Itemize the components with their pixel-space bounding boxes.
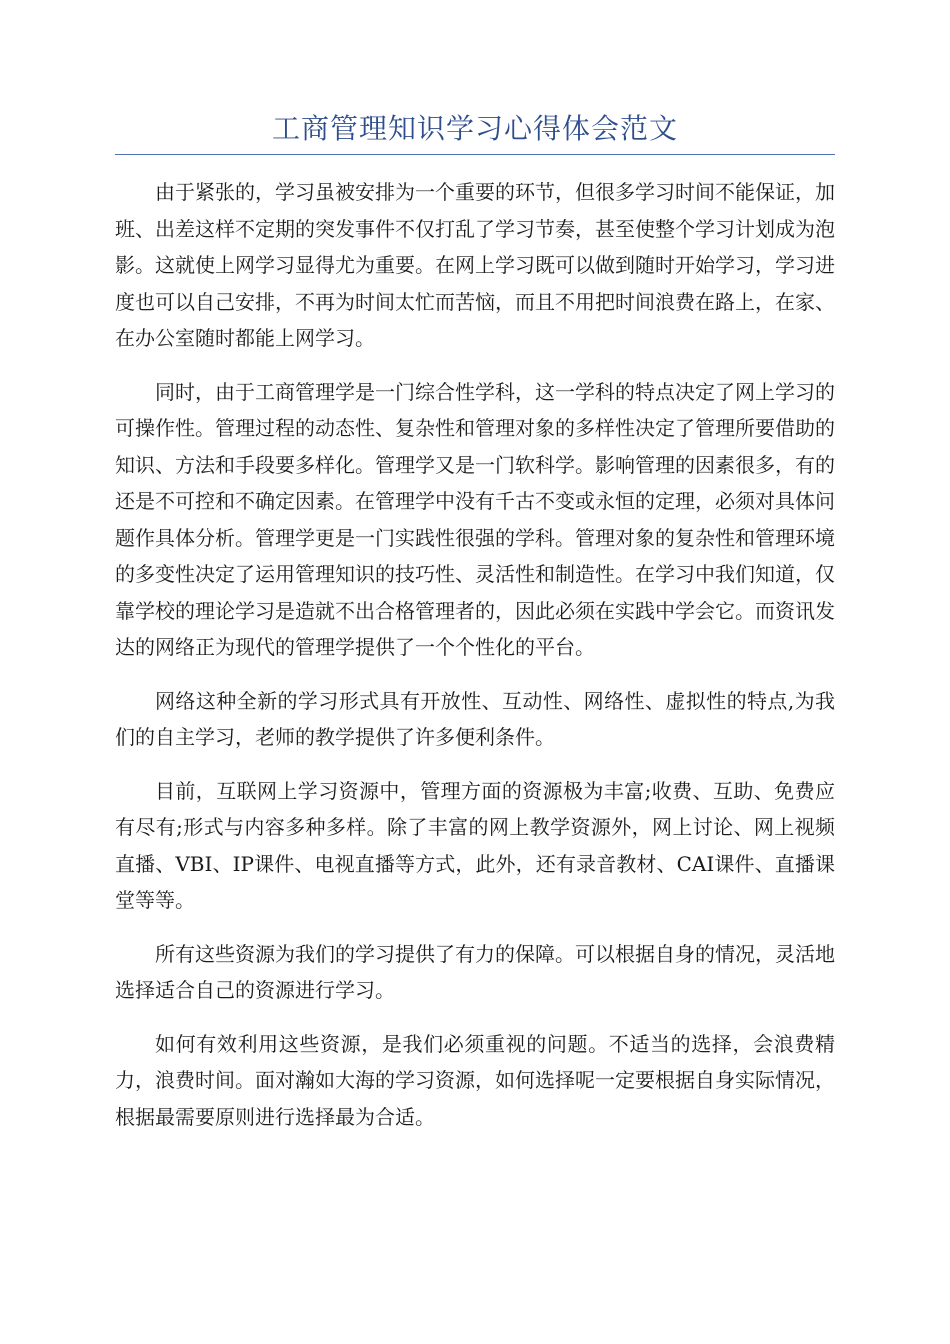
- title-block: [115, 108, 835, 155]
- paragraph-3: 网络这种全新的学习形式具有开放性、互动性、网络性、虚拟性的特点,为我们的自主学习，老师的教学提供了许多便利条件。: [115, 688, 835, 749]
- title-underline: [115, 154, 835, 155]
- page-title: 工商管理知识学习心得体会范文: [271, 112, 678, 145]
- paragraph-1: 由于紧张的，学习虽被安排为一个重要的环节，但很多学习时间不能保证，加班、出差这样不定期的突发事件不仅打乱了学习节奏，甚至使整个学习计划成为泡影。这就使上网学习显得尤为重要。在网上学习既可以做到随时开始学习，学习进度也可以自己安排，不再为时间太忙而苦恼，而且不用把时间浪费在路上，在家、在办公室随时都能上网学习。: [115, 180, 835, 350]
- paragraph-2: 同时，由于工商管理学是一门综合性学科，这一学科的特点决定了网上学习的可操作性。管理过程的动态性、复杂性和管理对象的多样性决定了管理所要借助的知识、方法和手段要多样化。管理学又是一门软科学。影响管理的因素很多，有的还是不可控和不确定因素。在管理学中没有千古不变或永恒的定理，必须对具体问题作具体分析。管理学更是一门实践性很强的学科。管理对象的复杂性和管理环境的多变性决定了运用管理知识的技巧性、灵活性和制造性。在学习中我们知道，仅靠学校的理论学习是造就不出合格管理者的，因此必须在实践中学会它。而资讯发达的网络正为现代的管理学提供了一个个性化的平台。: [115, 379, 835, 659]
- paragraph-6: 如何有效利用这些资源，是我们必须重视的问题。不适当的选择，会浪费精力，浪费时间。面对瀚如大海的学习资源，如何选择呢一定要根据自身实际情况，根据最需要原则进行选择最为合适。: [115, 1031, 835, 1129]
- paragraph-4: 目前，互联网上学习资源中，管理方面的资源极为丰富;收费、互助、免费应有尽有;形式与内容多种多样。除了丰富的网上教学资源外，网上讨论、网上视频直播、VBI、IP课件、电视直播等方式，此外，还有录音教材、CAI课件、直播课堂等等。: [115, 778, 835, 912]
- document-body: [115, 174, 835, 1152]
- paragraph-5: 所有这些资源为我们的学习提供了有力的保障。可以根据自身的情况，灵活地选择适合自己的资源进行学习。: [115, 941, 835, 1002]
